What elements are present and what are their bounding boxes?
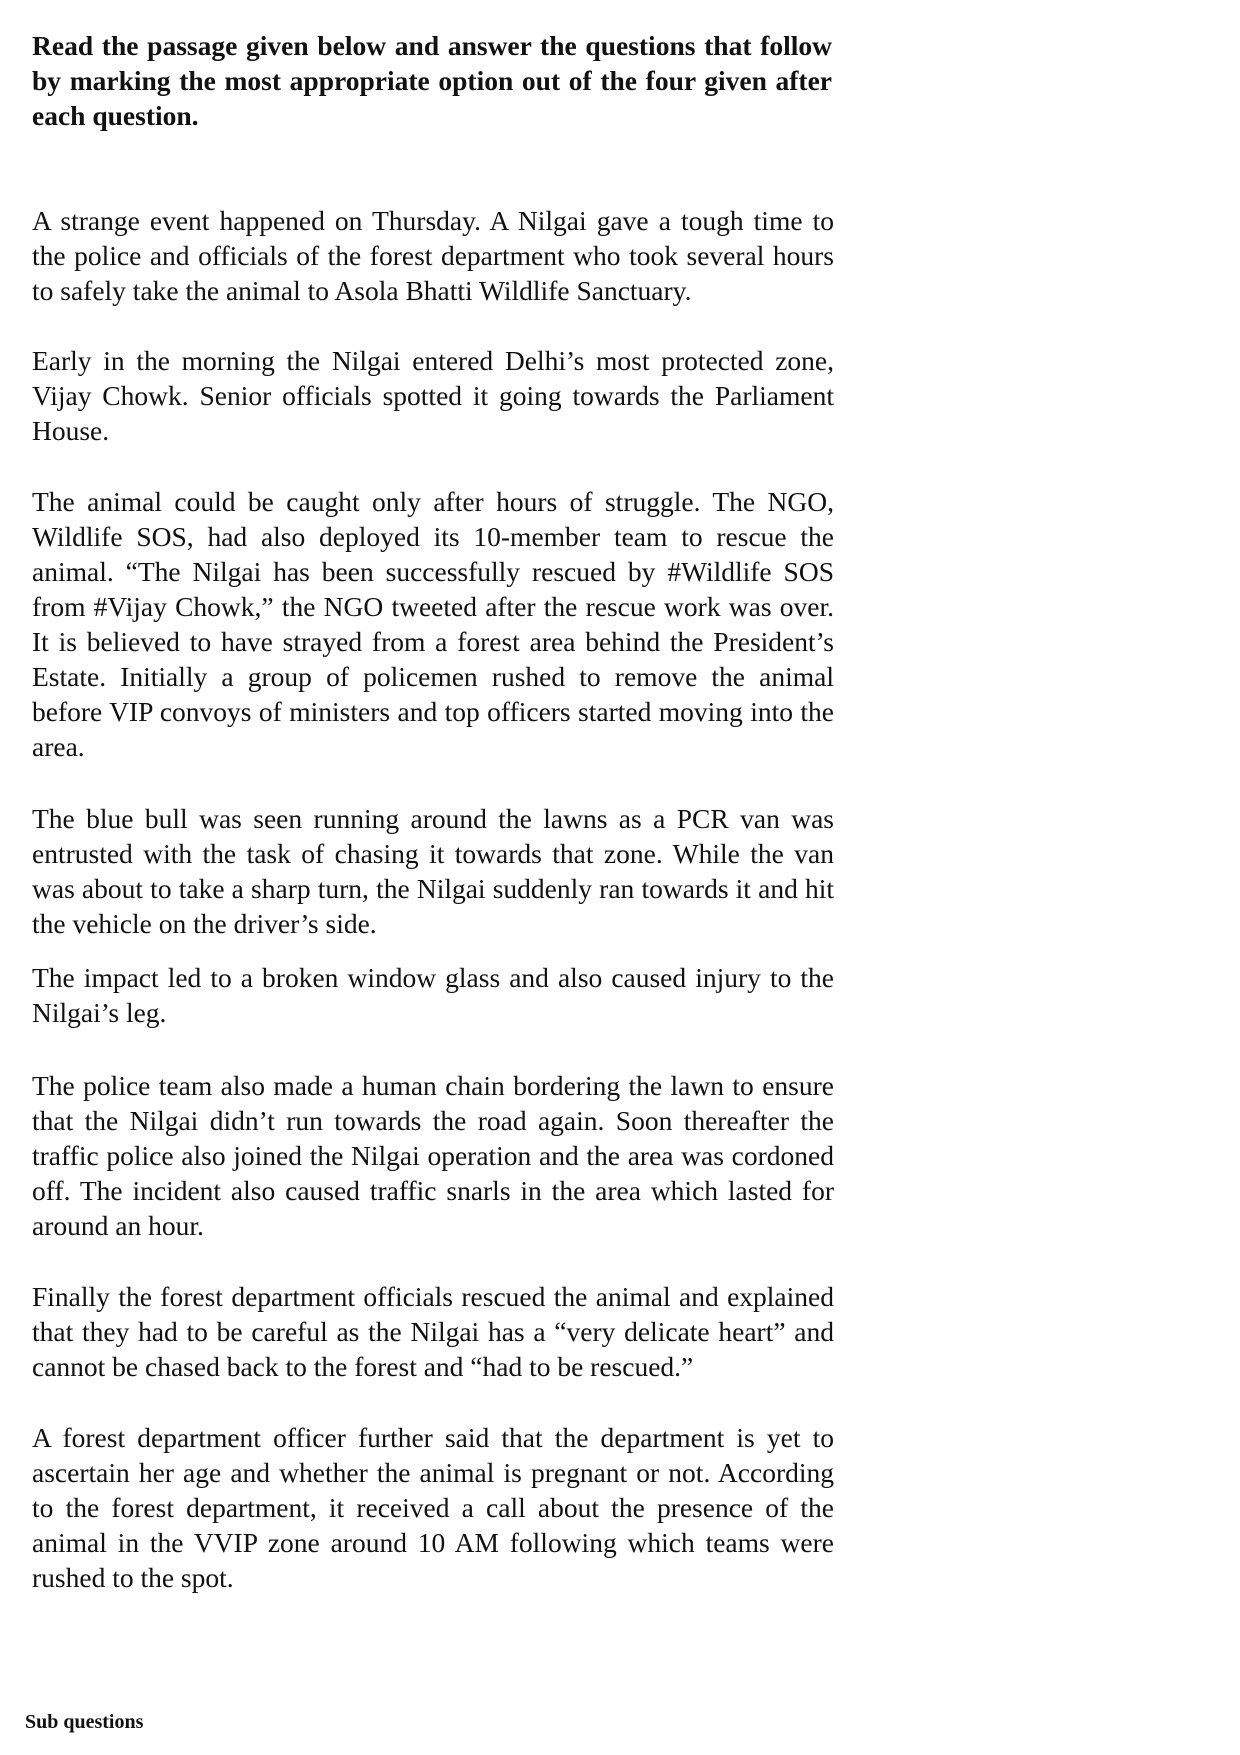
passage-paragraph-3: The animal could be caught only after hours of struggle. The NGO, Wildlife SOS, had also deployed its 10-member team to rescue the animal. “The Nilgai has been successfully rescued by #Wildlife SOS from #Vijay Chowk,” the NGO tweeted after the rescue work was over. It is believed to have strayed from a forest area behind the President’s Estate. Initially a group of policemen rushed to remove the animal before VIP convoys of ministers and top officers started moving into the area. <box>32 486 834 762</box>
passage-paragraph-7: Finally the forest department officials rescued the animal and explained that they had to be careful as the Nilgai has a “very delicate heart” and cannot be chased back to the forest and “had to be rescued.” <box>32 1281 834 1382</box>
passage <box>32 203 834 1595</box>
passage-paragraph-2: Early in the morning the Nilgai entered Delhi’s most protected zone, Vijay Chowk. Senior officials spotted it going towards the Parliament House. <box>32 345 834 446</box>
passage-paragraph-5: The impact led to a broken window glass and also caused injury to the Nilgai’s leg. <box>32 962 834 1028</box>
passage-paragraph-1: A strange event happened on Thursday. A Nilgai gave a tough time to the police and officials of the forest department who took several hours to safely take the animal to Asola Bhatti Wildlife Sanctuary. <box>32 205 834 306</box>
instructions-heading: Read the passage given below and answer the questions that follow by marking the most appropriate option out of the four given after each question. <box>32 30 832 131</box>
passage-paragraph-4: The blue bull was seen running around the lawns as a PCR van was entrusted with the task of chasing it towards that zone. While the van was about to take a sharp turn, the Nilgai suddenly ran towards it and hit the vehicle on the driver’s side. <box>32 803 834 939</box>
sub-questions-label: Sub questions <box>25 1711 144 1733</box>
passage-paragraph-8: A forest department officer further said that the department is yet to ascertain her age and whether the animal is pregnant or not. According to the forest department, it received a call about the presence of the animal in the VVIP zone around 10 AM following which teams were rushed to the spot. <box>32 1422 834 1593</box>
passage-paragraph-6: The police team also made a human chain bordering the lawn to ensure that the Nilgai didn’t run towards the road again. Soon thereafter the traffic police also joined the Nilgai operation and the area was cordoned off. The incident also caused traffic snarls in the area which lasted for around an hour. <box>32 1070 834 1241</box>
